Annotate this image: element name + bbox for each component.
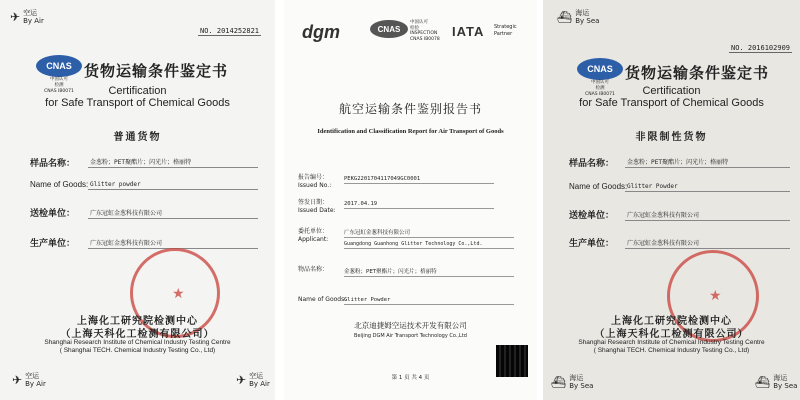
manufacturer-value: 广东冠虹金葱科技有限公司	[625, 238, 790, 249]
cnas-sub-2: 检测	[595, 86, 605, 91]
institute-en-1: Shanghai Research Institute of Chemical Industry Testing Centre	[578, 339, 765, 346]
certificate-number: NO. 2016102909	[731, 44, 791, 52]
issued-date-label	[298, 199, 336, 215]
bottom-mode-zh: 空运	[249, 372, 264, 380]
sample-name-value: 金葱粉；PET聚酯片；闪光片；格丽特	[88, 157, 258, 168]
air-certificate	[0, 0, 275, 400]
bottom-mode-left	[551, 374, 593, 390]
applicant-value-zh: 广东冠虹金葱科技有限公司	[344, 228, 514, 238]
bottom-mode-right	[236, 372, 270, 388]
cnas-text-2: 检验	[410, 25, 419, 31]
iata-text-2: Partner	[494, 31, 513, 37]
name-of-goods-label: Name of Goods:	[30, 180, 89, 189]
air-transport-report	[284, 0, 537, 400]
cnas-text-1: 中国认可	[410, 20, 428, 25]
ship-icon: ⛴	[557, 10, 573, 24]
cnas-inspection-text	[410, 20, 440, 42]
cnas-logo-text: CNAS	[370, 20, 408, 38]
company-en: Beijing DGM Air Transport Technology Co.,Ltd	[354, 333, 467, 339]
manufacturer-value: 广东冠虹金葱科技有限公司	[88, 238, 258, 249]
consignor-value: 广东冠虹金葱科技有限公司	[88, 208, 258, 219]
cnas-logo	[370, 20, 408, 38]
goods-label-zh: 物品名称：	[298, 266, 329, 273]
company-zh: 北京迪捷姆空运技术开发有限公司	[354, 321, 467, 330]
iata-partner-text	[494, 24, 517, 38]
goods-value-en: Glitter Powder	[344, 297, 514, 305]
page-number: 第 1 页 共 4 页	[391, 375, 430, 381]
bottom-mode-zh: 海运	[569, 374, 584, 382]
name-of-goods-value: Glitter Powder	[625, 183, 790, 192]
mode-en: By Sea	[575, 17, 600, 25]
goods-category: 普通货物	[113, 132, 162, 143]
consignor-label: 送检单位：	[30, 209, 76, 219]
star-icon: ★	[172, 286, 185, 302]
report-title-zh: 航空运输条件鉴别报告书	[338, 102, 482, 116]
goods-category: 非限制性货物	[635, 132, 708, 143]
issued-date-label-zh: 签发日期：	[298, 199, 329, 206]
certificate-number: NO. 2014252821	[200, 27, 260, 35]
consignor-value: 广东冠虹金葱科技有限公司	[625, 210, 790, 221]
applicant-value-en: Guangdong Guanhong Glitter Technology Co.,Ltd.	[344, 241, 514, 249]
dgm-logo: dgm	[302, 22, 340, 42]
name-of-goods-label: Name of Goods:	[569, 182, 628, 191]
bottom-mode-zh: 空运	[25, 372, 40, 380]
bottom-mode-en: By Sea	[569, 382, 594, 390]
cnas-logo-text: CNAS	[577, 58, 623, 80]
report-no-value: PEKG2201704117049GC0001	[344, 176, 494, 184]
airplane-icon: ✈	[12, 373, 23, 387]
cnas-text-4: CNAS IB0078	[410, 36, 440, 42]
iata-text-1: Strategic	[494, 24, 517, 30]
manufacturer-label: 生产单位：	[30, 239, 76, 249]
cnas-logo-text: CNAS	[36, 55, 82, 77]
institute-zh-1: 上海化工研究院检测中心	[77, 316, 198, 327]
goods-value-zh: 金葱粉；PET聚酯片；闪光片；格丽特	[344, 267, 514, 277]
cnas-sub-2: 检测	[54, 83, 64, 88]
cnas-sub-3: CNAS IB0071	[44, 89, 74, 94]
report-title-en: Identification and Classification Report for Air Transport of Goods	[317, 128, 504, 135]
bottom-mode-en: By Air	[249, 380, 270, 388]
institute-en-2: ( Shanghai TECH. Chemical Industry Testing Co., Ltd)	[593, 347, 750, 354]
applicant-label-zh: 委托单位：	[298, 228, 329, 235]
manufacturer-label: 生产单位：	[569, 239, 615, 249]
title-zh: 货物运输条件鉴定书	[84, 62, 229, 80]
sea-certificate	[543, 0, 800, 400]
star-icon: ★	[709, 288, 722, 304]
institute-en-2: ( Shanghai TECH. Chemical Industry Testing Co., Ltd)	[59, 347, 216, 354]
mode-en: By Air	[23, 17, 44, 25]
bottom-mode-right	[755, 374, 797, 390]
title-en-1: Certification	[108, 85, 167, 97]
issued-date-label-en: Issued Date:	[298, 207, 336, 214]
title-en-2: for Safe Transport of Chemical Goods	[45, 97, 230, 109]
goods-name-label-en: Name of Goods:	[298, 296, 347, 303]
report-no-label	[298, 174, 331, 190]
title-zh: 货物运输条件鉴定书	[625, 64, 770, 82]
issued-date-value: 2017.04.19	[344, 201, 494, 209]
consignor-label: 送检单位：	[569, 211, 615, 221]
sample-name-value: 金葱粉；PET聚酯片；闪光片；格丽特	[625, 157, 790, 168]
cnas-sub-3: CNAS IB0071	[585, 92, 615, 97]
name-of-goods-value: Glitter powder	[88, 181, 258, 190]
ship-icon: ⛴	[551, 375, 567, 389]
institute-zh-1: 上海化工研究院检测中心	[611, 316, 732, 327]
bottom-mode-en: By Sea	[773, 382, 798, 390]
report-no-label-zh: 报告编号：	[298, 174, 329, 181]
bottom-mode-zh: 海运	[773, 374, 788, 382]
institute-zh-2: （上海天科化工检测有限公司）	[60, 329, 215, 340]
mode-zh: 空运	[23, 9, 38, 17]
cnas-sub-1: 中国认可	[50, 77, 68, 82]
title-en-1: Certification	[642, 85, 701, 97]
bottom-mode-left	[12, 372, 46, 388]
airplane-icon: ✈	[236, 373, 247, 387]
applicant-label-en: Applicant:	[298, 236, 329, 243]
airplane-icon: ✈	[10, 10, 21, 24]
iata-logo: IATA	[452, 24, 485, 39]
cnas-text-3: INSPECTION	[410, 31, 438, 36]
institute-zh-2: （上海天科化工检测有限公司）	[594, 329, 749, 340]
institute-en-1: Shanghai Research Institute of Chemical Industry Testing Centre	[44, 339, 231, 346]
transport-mode-header	[557, 9, 599, 25]
goods-name-label	[298, 266, 328, 274]
applicant-label	[298, 228, 328, 244]
sample-name-label: 样品名称：	[30, 159, 76, 169]
mode-zh: 海运	[575, 9, 590, 17]
sample-name-label: 样品名称：	[569, 159, 615, 169]
report-no-label-en: Issued No.:	[298, 182, 332, 189]
title-en-2: for Safe Transport of Chemical Goods	[579, 97, 764, 109]
bottom-mode-en: By Air	[25, 380, 46, 388]
ship-icon: ⛴	[755, 375, 771, 389]
cnas-sub-1: 中国认可	[591, 80, 609, 85]
transport-mode-header	[10, 9, 44, 25]
